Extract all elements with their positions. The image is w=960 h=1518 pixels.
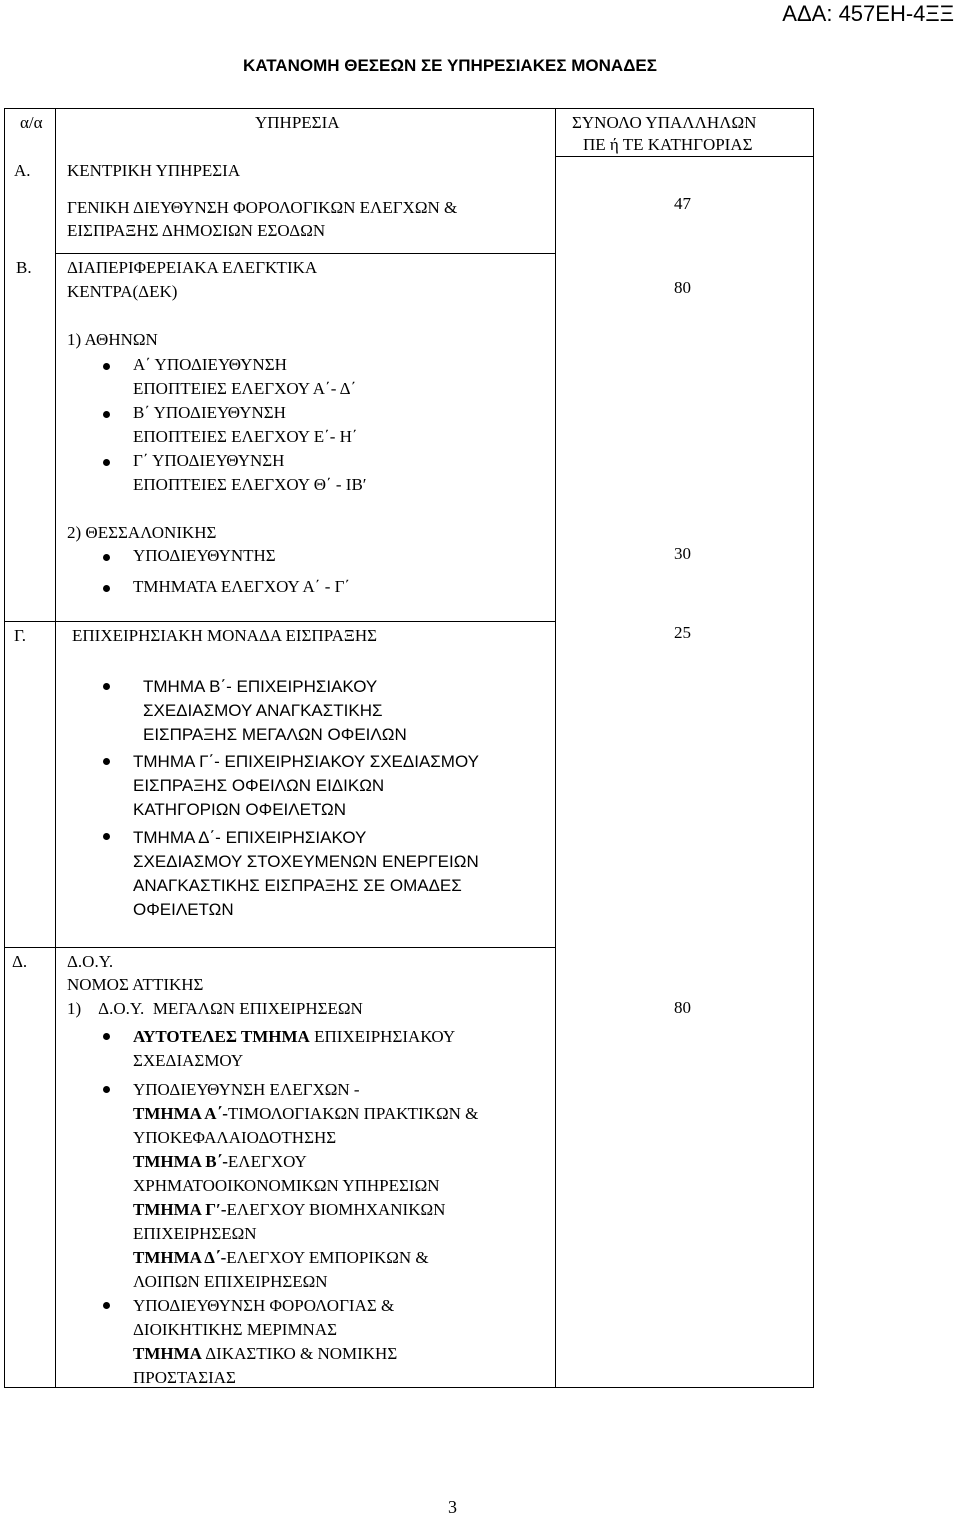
sec-c-item3-line4: ΟΦΕΙΛΕΤΩΝ bbox=[133, 900, 234, 919]
sec-a-title: ΚΕΝΤΡΙΚΗ ΥΠΗΡΕΣΙΑ bbox=[67, 161, 241, 180]
audit-dept-b-line2: ΧΡΗΜΑΤΟΟΙΚΟΝΟΜΙΚΩΝ ΥΠΗΡΕΣΙΩΝ bbox=[133, 1176, 440, 1195]
athens-heading: 1) ΑΘΗΝΩΝ bbox=[67, 330, 158, 349]
bullet bbox=[103, 459, 110, 466]
tax-subdir-line1: ΥΠΟΔΙΕΥΘΥΝΣΗ ΦΟΡΟΛΟΓΙΑΣ & bbox=[133, 1296, 395, 1315]
sec-d-total: 80 bbox=[674, 998, 691, 1017]
audit-dept-a-line2: ΥΠΟΚΕΦΑΛΑΙΟΔΟΤΗΣΗΣ bbox=[133, 1128, 337, 1147]
header-service: ΥΠΗΡΕΣΙΑ bbox=[255, 113, 340, 132]
column-divider-2 bbox=[555, 108, 556, 1388]
tax-subdir-line2: ΔΙΟΙΚΗΤΙΚΗΣ ΜΕΡΙΜΝΑΣ bbox=[133, 1320, 338, 1339]
sec-c-item1-line3: ΕΙΣΠΡΑΞΗΣ ΜΕΓΑΛΩΝ ΟΦΕΙΛΩΝ bbox=[143, 725, 407, 744]
audit-dept-a-rest: ΤΙΜΟΛΟΓΙΑΚΩΝ ΠΡΑΚΤΙΚΩΝ & bbox=[227, 1104, 479, 1123]
sec-b-title1: ΔΙΑΠΕΡΙΦΕΡΕΙΑΚΑ ΕΛΕΓΚΤΙΚΑ bbox=[67, 258, 318, 277]
thessaloniki-heading: 2) ΘΕΣΣΑΛΟΝΙΚΗΣ bbox=[67, 523, 217, 542]
audit-dept-b-bold: ΤΜΗΜΑ Β΄- bbox=[133, 1152, 228, 1171]
sec-d-index: Δ. bbox=[12, 952, 28, 971]
audit-dept-a bbox=[133, 1102, 478, 1126]
autonomous-dept-bold: ΑΥΤΟΤΕΛΕΣ ΤΜΗΜΑ bbox=[133, 1027, 310, 1046]
bullet bbox=[103, 1086, 110, 1093]
sec-c-item3-line2: ΣΧΕΔΙΑΣΜΟΥ ΣΤΟΧΕΥΜΕΝΩΝ ΕΝΕΡΓΕΙΩΝ bbox=[133, 852, 479, 871]
athens-subdir-1: Α΄ ΥΠΟΔΙΕΥΘΥΝΣΗ bbox=[133, 355, 287, 374]
bullet bbox=[103, 833, 110, 840]
sec-c-item2-line2: ΕΙΣΠΡΑΞΗΣ ΟΦΕΙΛΩΝ ΕΙΔΙΚΩΝ bbox=[133, 776, 385, 795]
legal-dept-bold: ΤΜΗΜΑ bbox=[133, 1344, 202, 1363]
audit-subdir: ΥΠΟΔΙΕΥΘΥΝΣΗ ΕΛΕΓΧΩΝ - bbox=[133, 1080, 360, 1099]
row-divider-sec-a bbox=[55, 253, 556, 254]
autonomous-dept bbox=[133, 1025, 455, 1049]
audit-dept-b-rest: ΕΛΕΓΧΟΥ bbox=[227, 1152, 307, 1171]
sec-c-item1-line2: ΣΧΕΔΙΑΣΜΟΥ ΑΝΑΓΚΑΣΤΙΚΗΣ bbox=[143, 701, 383, 720]
nomos-attikis: ΝΟΜΟΣ ΑΤΤΙΚΗΣ bbox=[67, 975, 204, 994]
sec-c-title: ΕΠΙΧΕΙΡΗΣΙΑΚΗ ΜΟΝΑΔΑ ΕΙΣΠΡΑΞΗΣ bbox=[72, 626, 377, 645]
sec-c-item2-line3: ΚΑΤΗΓΟΡΙΩΝ ΟΦΕΙΛΕΤΩΝ bbox=[133, 800, 347, 819]
audit-dept-d-rest: ΕΛΕΓΧΟΥ ΕΜΠΟΡΙΚΩΝ & bbox=[226, 1248, 429, 1267]
table-border-top bbox=[4, 108, 814, 109]
athens-subdir-2-detail: ΕΠΟΠΤΕΙΕΣ ΕΛΕΓΧΟΥ Ε΄- Η΄ bbox=[133, 427, 358, 446]
bullet bbox=[103, 683, 110, 690]
audit-dept-c bbox=[133, 1198, 445, 1222]
audit-dept-c-line2: ΕΠΙΧΕΙΡΗΣΕΩΝ bbox=[133, 1224, 257, 1243]
sec-c-item3-line3: ΑΝΑΓΚΑΣΤΙΚΗΣ ΕΙΣΠΡΑΞΗΣ ΣΕ ΟΜΑΔΕΣ bbox=[133, 876, 462, 895]
legal-dept bbox=[133, 1342, 397, 1366]
athens-subdir-3-detail: ΕΠΟΠΤΕΙΕΣ ΕΛΕΓΧΟΥ Θ΄ - ΙΒ′ bbox=[133, 475, 367, 494]
audit-dept-c-rest: ΕΛΕΓΧΟΥ ΒΙΟΜΗΧΑΝΙΚΩΝ bbox=[226, 1200, 446, 1219]
table-border-right bbox=[813, 108, 814, 1388]
thessaloniki-subdirector: ΥΠΟΔΙΕΥΘΥΝΤΗΣ bbox=[133, 546, 276, 565]
bullet bbox=[103, 363, 110, 370]
legal-dept-line2: ΠΡΟΣΤΑΣΙΑΣ bbox=[133, 1368, 236, 1387]
column-divider-1 bbox=[55, 108, 56, 1388]
sec-c-total: 25 bbox=[674, 623, 691, 642]
audit-dept-a-bold: ΤΜΗΜΑ Α΄- bbox=[133, 1104, 228, 1123]
table-border-bottom bbox=[4, 1387, 814, 1388]
athens-subdir-1-detail: ΕΠΟΠΤΕΙΕΣ ΕΛΕΓΧΟΥ Α΄- Δ΄ bbox=[133, 379, 357, 398]
sec-c-item2-line1: ΤΜΗΜΑ Γ΄- ΕΠΙΧΕΙΡΗΣΙΑΚΟΥ ΣΧΕΔΙΑΣΜΟΥ bbox=[133, 752, 479, 771]
athens-subdir-2: Β΄ ΥΠΟΔΙΕΥΘΥΝΣΗ bbox=[133, 403, 286, 422]
bullet bbox=[103, 1302, 110, 1309]
audit-dept-d-bold: ΤΜΗΜΑ Δ΄- bbox=[133, 1248, 227, 1267]
page-number: 3 bbox=[448, 1497, 457, 1517]
sec-b-title2: ΚΕΝΤΡΑ(ΔΕΚ) bbox=[67, 282, 178, 301]
sec-c-index: Γ. bbox=[14, 626, 27, 645]
header-total-line2: ΠΕ ή ΤΕ ΚΑΤΗΓΟΡΙΑΣ bbox=[583, 135, 753, 154]
doy-label: Δ.Ο.Υ. bbox=[98, 999, 145, 1018]
audit-dept-d bbox=[133, 1246, 429, 1270]
page-title: ΚΑΤΑΝΟΜΗ ΘΕΣΕΩΝ ΣΕ ΥΠΗΡΕΣΙΑΚΕΣ ΜΟΝΑΔΕΣ bbox=[243, 56, 657, 75]
doy-name: ΜΕΓΑΛΩΝ ΕΠΙΧΕΙΡΗΣΕΩΝ bbox=[152, 999, 363, 1018]
row-divider-sec-c bbox=[4, 621, 556, 622]
sec-b-total: 80 bbox=[674, 278, 691, 297]
header-total-line1: ΣΥΝΟΛΟ ΥΠΑΛΛΗΛΩΝ bbox=[572, 113, 757, 132]
table-border-left bbox=[4, 108, 5, 1388]
bullet bbox=[103, 411, 110, 418]
thessaloniki-departments: ΤΜΗΜΑΤΑ ΕΛΕΓΧΟΥ Α΄ - Γ΄ bbox=[133, 577, 351, 596]
sec-c-item3-line1: ΤΜΗΜΑ Δ΄- ΕΠΙΧΕΙΡΗΣΙΑΚΟΥ bbox=[133, 828, 367, 847]
legal-dept-rest: ΔΙΚΑΣΤΙΚΟ & ΝΟΜΙΚΗΣ bbox=[205, 1344, 398, 1363]
audit-dept-c-bold: ΤΜΗΜΑ Γ′- bbox=[133, 1200, 227, 1219]
audit-dept-b bbox=[133, 1150, 307, 1174]
sec-a-line1: ΓΕΝΙΚΗ ΔΙΕΥΘΥΝΣΗ ΦΟΡΟΛΟΓΙΚΩΝ ΕΛΕΓΧΩΝ & bbox=[67, 198, 458, 217]
bullet bbox=[103, 758, 110, 765]
audit-dept-d-line2: ΛΟΙΠΩΝ ΕΠΙΧΕΙΡΗΣΕΩΝ bbox=[133, 1272, 328, 1291]
autonomous-dept-line2: ΣΧΕΔΙΑΣΜΟΥ bbox=[133, 1051, 244, 1070]
sec-b-index: Β. bbox=[16, 258, 32, 277]
sec-d-title: Δ.Ο.Υ. bbox=[67, 952, 114, 971]
sec-a-total: 47 bbox=[674, 194, 691, 213]
sec-a-index: Α. bbox=[14, 161, 31, 180]
ada-code: ΑΔΑ: 457ΕΗ-4ΞΞ bbox=[782, 1, 954, 26]
athens-subdir-3: Γ΄ ΥΠΟΔΙΕΥΘΥΝΣΗ bbox=[133, 451, 285, 470]
bullet bbox=[103, 1033, 110, 1040]
sec-c-item1-line1: ΤΜΗΜΑ Β΄- ΕΠΙΧΕΙΡΗΣΙΑΚΟΥ bbox=[143, 677, 378, 696]
thessaloniki-total: 30 bbox=[674, 544, 691, 563]
header-index: α/α bbox=[20, 113, 43, 132]
autonomous-dept-rest: ΕΠΙΧΕΙΡΗΣΙΑΚΟΥ bbox=[314, 1027, 456, 1046]
doy-large-enterprises bbox=[67, 997, 363, 1021]
doy-number: 1) bbox=[67, 999, 82, 1018]
bullet bbox=[103, 585, 110, 592]
sec-a-line2: ΕΙΣΠΡΑΞΗΣ ΔΗΜΟΣΙΩΝ ΕΣΟΔΩΝ bbox=[67, 221, 326, 240]
bullet bbox=[103, 554, 110, 561]
row-divider-sec-d bbox=[4, 947, 556, 948]
